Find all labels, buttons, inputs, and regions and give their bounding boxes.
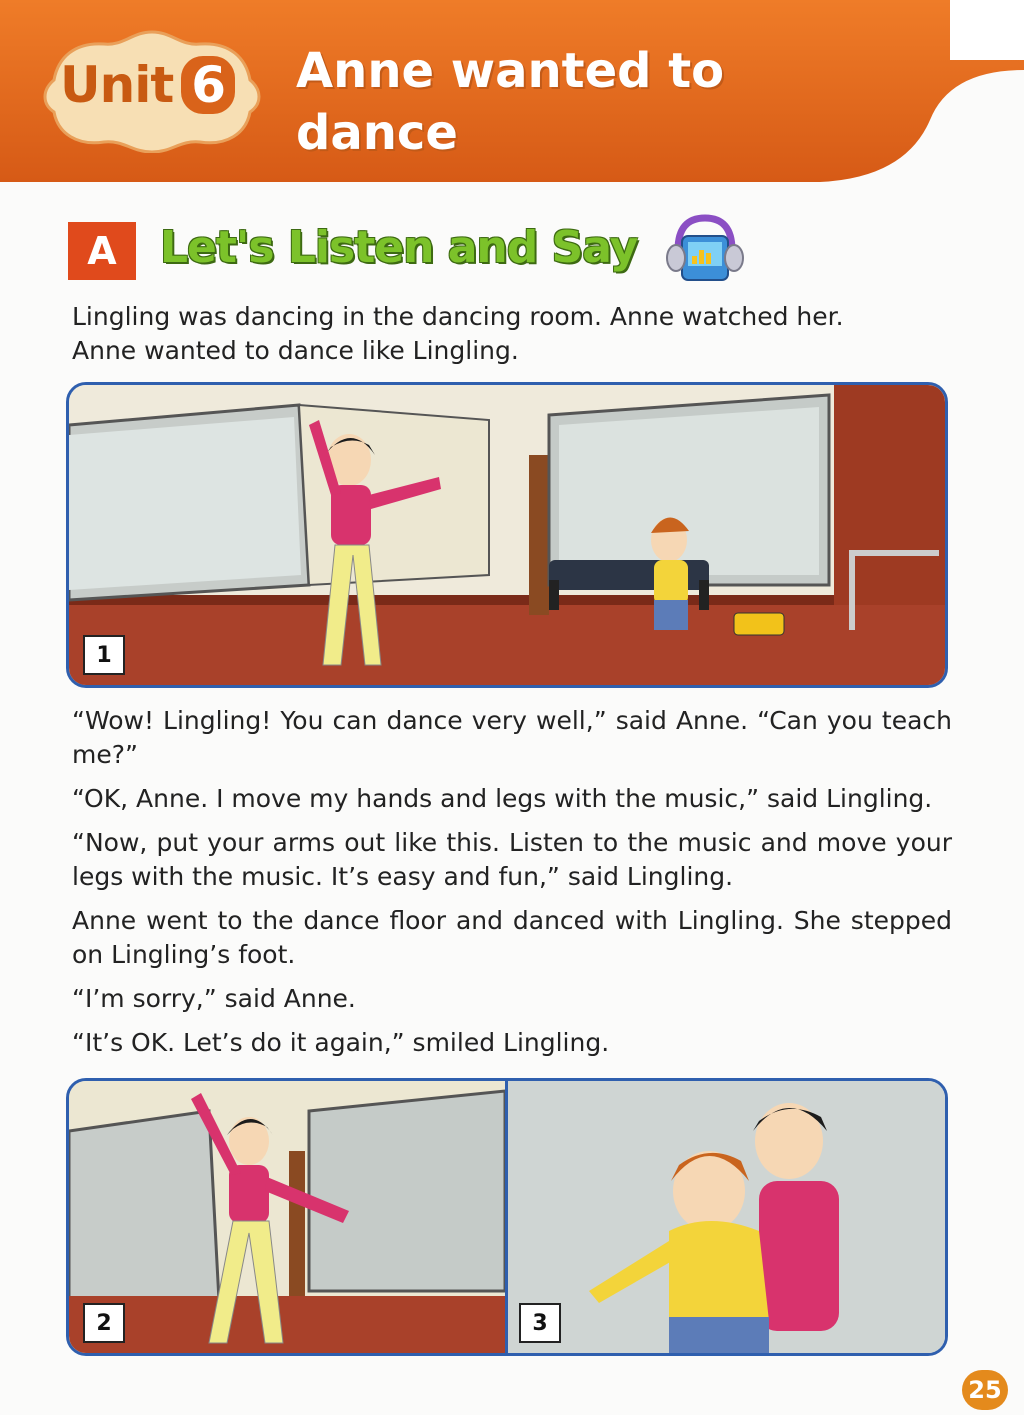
- section-title: Let's Listen and Say: [160, 222, 638, 273]
- intro-line-2: Anne wanted to dance like Lingling.: [72, 336, 519, 365]
- intro-line-1: Lingling was dancing in the dancing room. Anne watched her.: [72, 302, 844, 331]
- unit-number: 6: [181, 56, 235, 114]
- page-title: [296, 40, 816, 164]
- story-paragraph-5: “I’m sorry,” said Anne.: [72, 984, 356, 1013]
- page-number: 25: [962, 1370, 1008, 1410]
- unit-word: Unit: [60, 56, 174, 114]
- story-paragraph-1: “Wow! Lingling! You can dance very well,” said Anne. “Can you teach me?”: [72, 706, 952, 769]
- intro-paragraph: [72, 300, 952, 368]
- illustration-panel-1: [66, 382, 948, 688]
- dance-room-scene-2-3: [69, 1081, 945, 1353]
- story-paragraph-6: “It’s OK. Let’s do it again,” smiled Lingling.: [72, 1028, 610, 1057]
- panel-number-1: 1: [83, 635, 125, 675]
- title-line-1: Anne wanted to: [296, 43, 725, 99]
- title-line-2: dance: [296, 105, 458, 161]
- panel-number-3: 3: [519, 1303, 561, 1343]
- dance-room-scene-1: [69, 385, 945, 685]
- headphones-player-icon: [664, 212, 746, 286]
- illustration-panel-2-3: [66, 1078, 948, 1356]
- unit-label: [60, 56, 235, 114]
- panel-number-2: 2: [83, 1303, 125, 1343]
- section-letter-badge: A: [68, 222, 136, 280]
- story-paragraph-4: Anne went to the dance floor and danced with Lingling. She stepped on Lingling’s foot.: [72, 906, 952, 969]
- story-paragraph-2: “OK, Anne. I move my hands and legs with the music,” said Lingling.: [72, 784, 933, 813]
- story-paragraph-3: “Now, put your arms out like this. Listen to the music and move your legs with the music. It’s easy and fun,” said Lingling.: [72, 828, 952, 891]
